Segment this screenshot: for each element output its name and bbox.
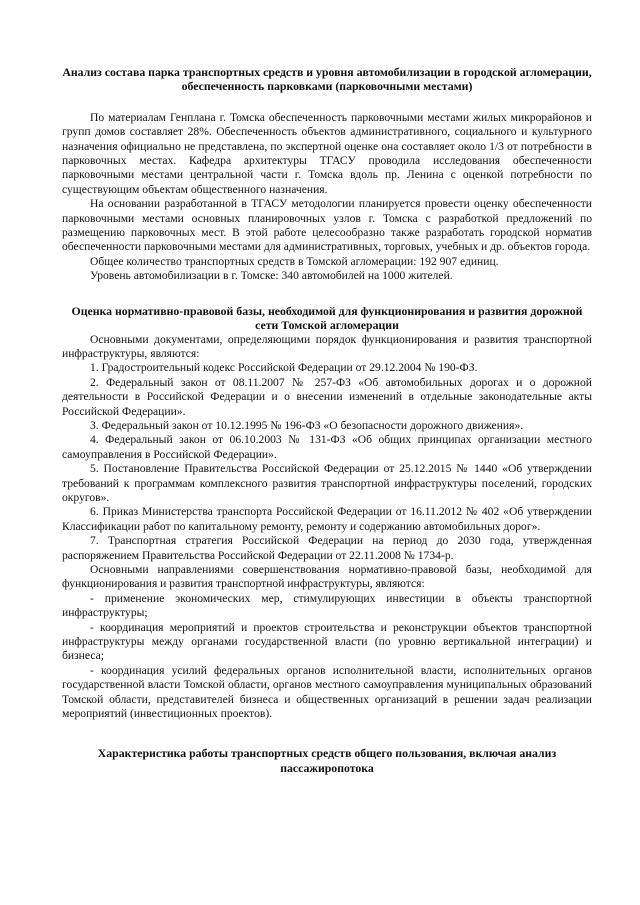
section-2-heading: Оценка нормативно-правовой базы, необходимой для функционирования и развития дорожной сети Томской агломерации [71,303,583,333]
list-item-document-1: 1. Градостроительный кодекс Российской Федерации от 29.12.2004 № 190-ФЗ. [90,361,478,375]
section-3-heading: Характеристика работы транспортных средств общего пользования, включая анализ пассажиропотока [97,746,557,775]
list-item-direction-3: - координация усилий федеральных органов исполнительной власти, исполнительных органов государственной власти Томской области, органов местного самоуправления муниципальных образований Томской области, представителей бизнеса и общественных организаций в решении задач реализации мероприятий (инвестиционных проектов). [62,663,592,721]
list-item-document-5: 5. Постановление Правительства Российской Федерации от 25.12.2015 № 1440 «Об утверждении требований к программам комплексного развития транспортной инфраструктуры поселений, городских округов». [62,462,592,504]
list-item-document-7: 7. Транспортная стратегия Российской Федерации на период до 2030 года, утвержденная распоряжением Правительства Российской Федерации от 22.11.2008 № 1734-р. [62,534,592,562]
document-page [62,58,592,775]
section-1-heading: Анализ состава парка транспортных средств и уровня автомобилизации в городской агломерации, обеспеченность парковками (парковочными местами) [62,65,592,94]
paragraph-documents-intro: Основными документами, определяющими порядок функционирования и развития транспортной инфраструктуры, являются: [62,332,592,360]
list-item-document-6: 6. Приказ Министерства транспорта Российской Федерации от 16.11.2012 № 402 «Об утверждении Классификации работ по капитальному ремонту, ремонту и содержанию автомобильных дорог». [62,505,592,533]
paragraph-parking-methodology: На основании разработанной в ТГАСУ методологии планируется провести оценку обеспеченности парковочными местами основных планировочных узлов г. Томска с разработкой предложений по размещению парковочных мест. В этой работе целесообразно также разработать городской норматив обеспеченности парковочными местами для административных, торговых, учебных и др. объектов города. [62,197,592,254]
paragraph-directions-intro: Основными направлениями совершенствования нормативно-правовой базы, необходимой для функционирования и развития транспортной инфраструктуры, являются: [62,563,592,591]
paragraph-vehicle-count: Общее количество транспортных средств в Томской агломерации: 192 907 единиц. [90,254,499,268]
paragraph-parking-genplan: По материалам Генплана г. Томска обеспеченность парковочными местами жилых микрорайонов и групп домов составляет 28%. Обеспеченность объектов административного, социального и культурного назначения официально не представлена, по экспертной оценке она составляет около 1/3 от потребности в парковочных местах. Кафедра архитектуры ТГАСУ проводила исследования обеспеченности парковочными местами центральной части г. Томска вдоль пр. Ленина с оценкой потребности по существующим объектам общественного назначения. [62,110,592,196]
list-item-document-3: 3. Федеральный закон от 10.12.1995 № 196-ФЗ «О безопасности дорожного движения». [90,418,524,432]
list-item-direction-2: - координация мероприятий и проектов строительства и реконструкции объектов транспортной инфраструктуры между органами государственной власти (по уровню вертикальной интеграции) и бизнеса; [62,620,592,663]
list-item-document-2: 2. Федеральный закон от 08.11.2007 № 257-ФЗ «Об автомобильных дорогах и о дорожной деятельности в Российской Федерации и о внесении изменений в отдельные законодательные акты Российской Федерации». [62,375,592,418]
list-item-document-4: 4. Федеральный закон от 06.10.2003 № 131-ФЗ «Об общих принципах организации местного самоуправления в Российской Федерации». [62,433,592,461]
list-item-direction-1: - применение экономических мер, стимулирующих инвестиции в объекты транспортной инфраструктуры; [62,591,592,620]
paragraph-motorization-level: Уровень автомобилизации в г. Томске: 340 автомобилей на 1000 жителей. [90,269,453,283]
